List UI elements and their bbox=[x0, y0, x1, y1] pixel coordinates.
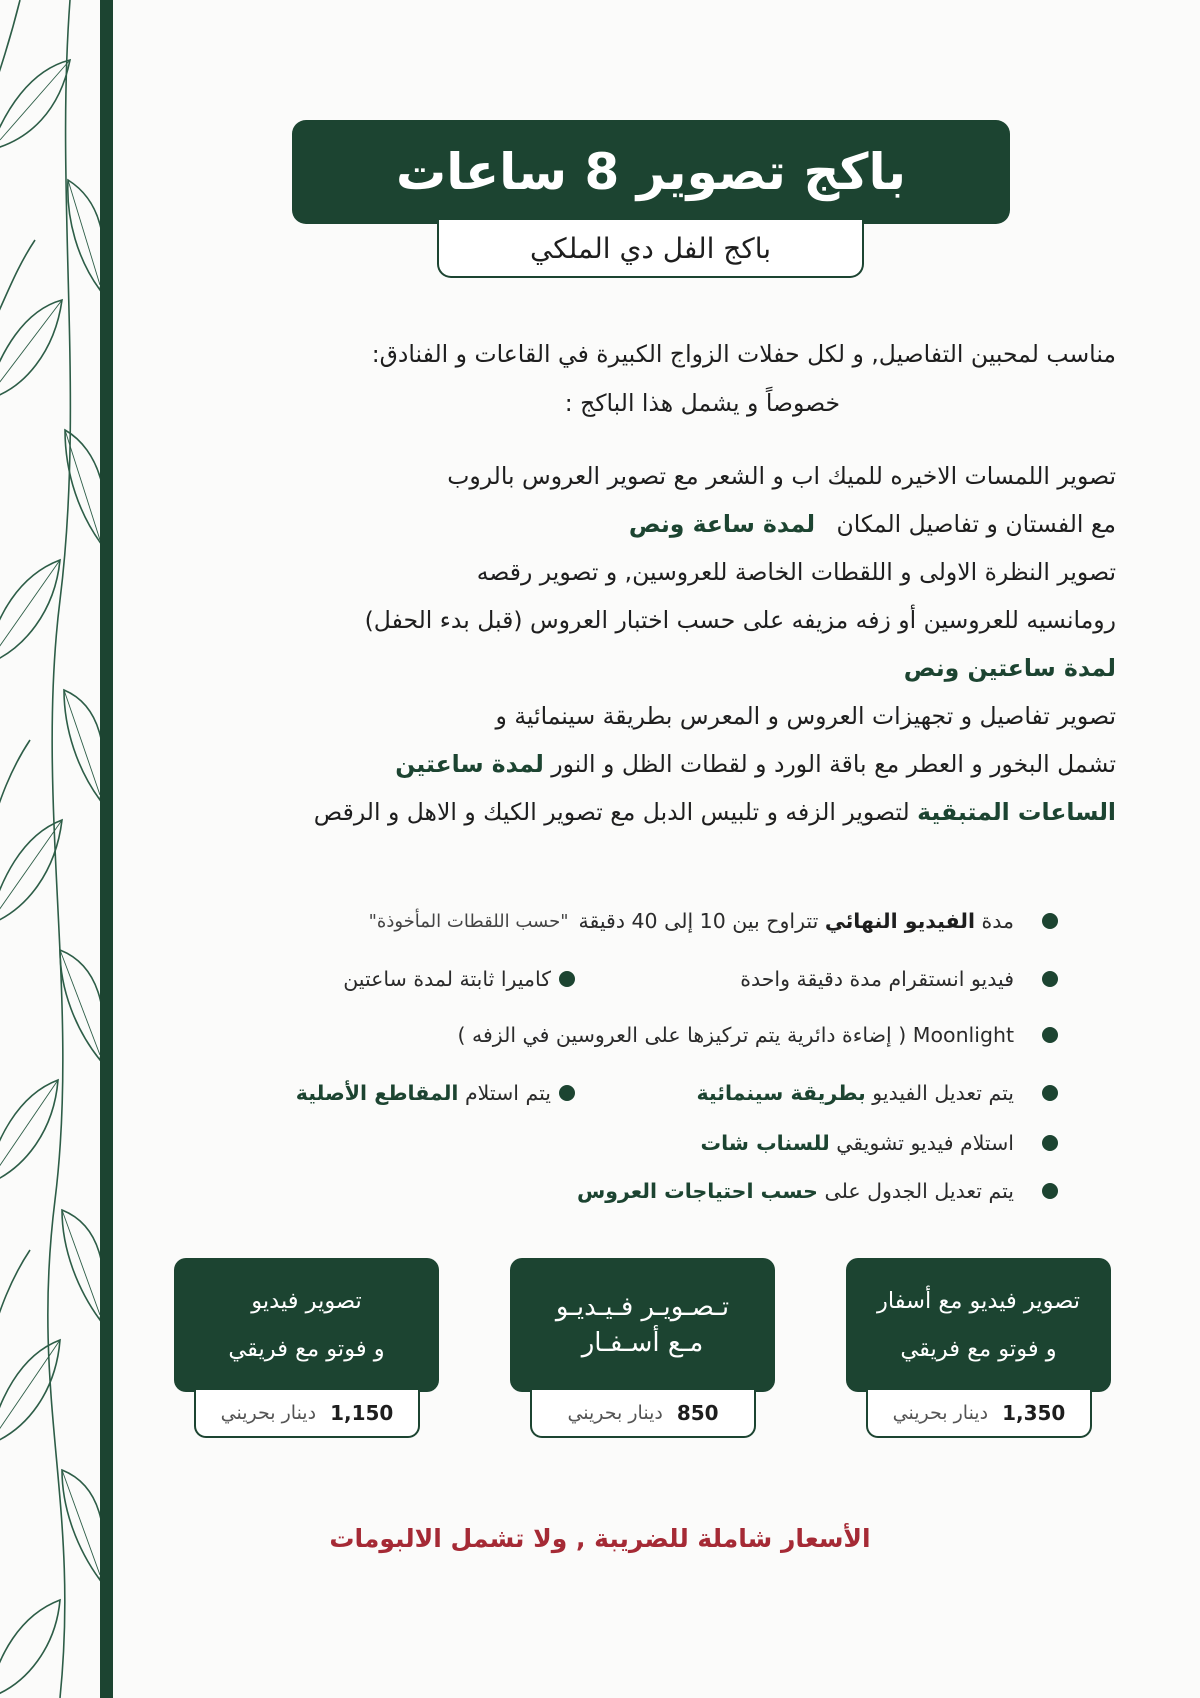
duration-highlight-2: لمدة ساعتين ونص bbox=[903, 654, 1116, 682]
package-card-line-1: تصوير فيديو مع أسفار bbox=[876, 1288, 1080, 1314]
feature-text: يتم تعديل الفيديو bbox=[872, 1081, 1014, 1105]
feature-text: مدة bbox=[981, 909, 1014, 933]
package-card-video-asfar bbox=[510, 1258, 775, 1392]
bullet-dot bbox=[1042, 1135, 1058, 1151]
feature-text: فيديو انستقرام مدة دقيقة واحدة bbox=[740, 967, 1014, 991]
bullet-dot bbox=[1042, 1085, 1058, 1101]
remaining-hours-highlight: الساعات المتبقية bbox=[917, 798, 1116, 826]
feature-item-final-video bbox=[369, 909, 1058, 933]
subtitle-tab bbox=[437, 220, 864, 278]
feature-text: كاميرا ثابتة لمدة ساعتين bbox=[343, 967, 551, 991]
package-subtitle: باكج الفل دي الملكي bbox=[529, 231, 772, 265]
description-line-6: تصوير تفاصيل و تجهيزات العروس و المعرس بطريقة سينمائية و bbox=[495, 702, 1116, 730]
feature-item-schedule bbox=[577, 1179, 1058, 1203]
feature-text: تتراوح بين 10 إلى 40 دقيقة bbox=[578, 909, 819, 933]
package-card-line-1: تـصـويـر فـيـديـو bbox=[555, 1292, 730, 1322]
bullet-dot bbox=[559, 971, 575, 987]
package-card-line-1: تصوير فيديو bbox=[251, 1288, 362, 1314]
package-card-line-2: و فوتو مع فريقي bbox=[900, 1336, 1057, 1362]
description-line-3: تصوير النظرة الاولى و اللقطات الخاصة للعروسين, و تصوير رقصه bbox=[476, 558, 1116, 586]
tax-note: الأسعار شاملة للضريبة , ولا تشمل الالبومات bbox=[329, 1524, 871, 1553]
feature-text: يتم استلام bbox=[464, 1081, 551, 1105]
description-line-7 bbox=[136, 750, 1116, 778]
price-amount: 1,350 bbox=[1002, 1401, 1066, 1425]
price-amount: 850 bbox=[676, 1401, 719, 1425]
feature-text: استلام فيديو تشويقي bbox=[836, 1131, 1014, 1155]
intro-line-1: مناسب لمحبين التفاصيل, و لكل حفلات الزواج الكبيرة في القاعات و الفنادق: bbox=[371, 340, 1116, 368]
feature-strong: حسب احتياجات العروس bbox=[576, 1179, 818, 1203]
leaf-pattern-decoration bbox=[0, 0, 100, 1698]
package-card-video-photo bbox=[174, 1258, 439, 1392]
feature-note: "حسب اللقطات المأخوذة" bbox=[368, 910, 569, 932]
bullet-dot bbox=[1042, 1027, 1058, 1043]
duration-highlight-1: لمدة ساعة ونص bbox=[628, 510, 816, 538]
description-line-1: تصوير اللمسات الاخيره للميك اب و الشعر مع تصوير العروس بالروب bbox=[447, 462, 1116, 490]
package-card-video-photo-asfar bbox=[846, 1258, 1111, 1392]
feature-text: يتم تعديل الجدول على bbox=[824, 1179, 1014, 1203]
description-line-8 bbox=[136, 798, 1116, 826]
feature-item-original-clips bbox=[296, 1081, 575, 1105]
description-line-2-text: مع الفستان و تفاصيل المكان bbox=[836, 510, 1116, 538]
price-amount: 1,150 bbox=[330, 1401, 394, 1425]
intro-line-2: خصوصاً و يشمل هذا الباكج : bbox=[564, 389, 840, 417]
duration-highlight-3: لمدة ساعتين bbox=[395, 750, 544, 778]
description-line-4: رومانسيه للعروسين أو زفه مزيفه على حسب اختبار العروس (قبل بدء الحفل) bbox=[364, 606, 1116, 634]
feature-strong: الفيديو النهائي bbox=[824, 909, 975, 933]
feature-item-instagram-video bbox=[740, 967, 1058, 991]
description-line-7-text: تشمل البخور و العطر مع باقة الورد و لقطات الظل و النور bbox=[551, 750, 1116, 778]
bullet-dot bbox=[1042, 913, 1058, 929]
package-card-line-2: و فوتو مع فريقي bbox=[228, 1336, 385, 1362]
description-line-8-text: لتصوير الزفه و تلبيس الدبل مع تصوير الكيك و الاهل و الرقص bbox=[313, 798, 910, 826]
page-title: باكج تصوير 8 ساعات bbox=[395, 143, 907, 201]
feature-text: Moonlight ( إضاءة دائرية يتم تركيزها على العروسين في الزفه ) bbox=[457, 1023, 1014, 1047]
feature-item-teaser bbox=[700, 1131, 1058, 1155]
feature-item-cinematic-edit bbox=[696, 1081, 1058, 1105]
feature-strong: للسناب شات bbox=[700, 1131, 830, 1155]
title-banner bbox=[292, 120, 1010, 224]
price-currency: دينار بحريني bbox=[567, 1402, 663, 1424]
feature-item-fixed-camera bbox=[343, 967, 575, 991]
package-price-tag bbox=[866, 1390, 1092, 1438]
description-line-2 bbox=[136, 510, 1116, 538]
vertical-divider-bar bbox=[100, 0, 113, 1698]
bullet-dot bbox=[1042, 971, 1058, 987]
feature-strong: بطريقة سينمائية bbox=[696, 1081, 866, 1105]
feature-item-moonlight bbox=[457, 1023, 1058, 1047]
price-currency: دينار بحريني bbox=[220, 1402, 317, 1424]
bullet-dot bbox=[559, 1085, 575, 1101]
feature-strong: المقاطع الأصلية bbox=[295, 1081, 459, 1105]
package-price-tag bbox=[194, 1390, 420, 1438]
price-currency: دينار بحريني bbox=[892, 1402, 989, 1424]
package-price-tag bbox=[530, 1390, 756, 1438]
bullet-dot bbox=[1042, 1183, 1058, 1199]
package-card-line-2: مـع أسـفـار bbox=[581, 1328, 704, 1358]
